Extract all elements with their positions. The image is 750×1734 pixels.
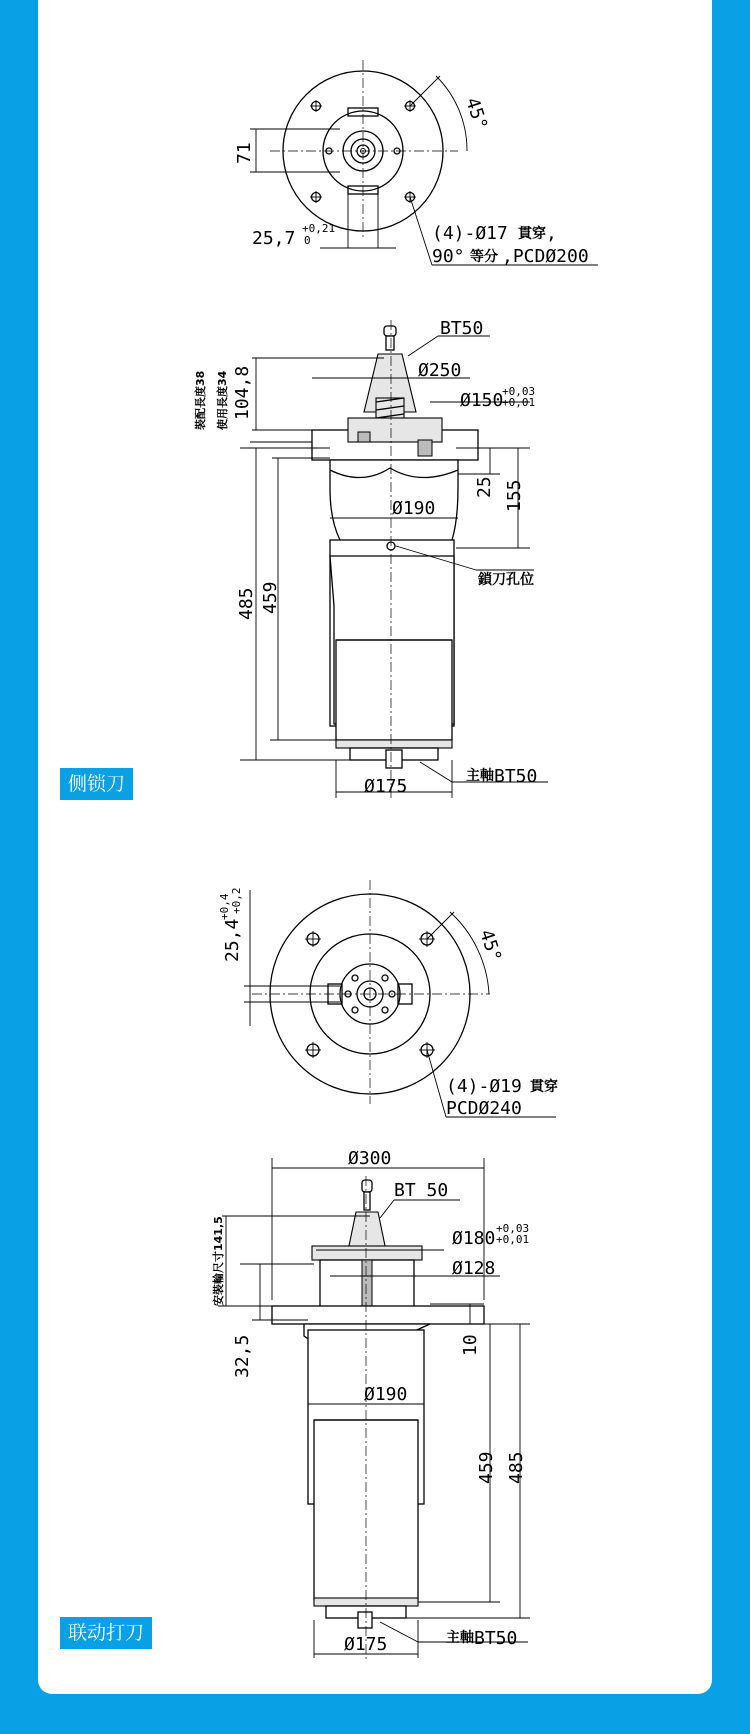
top2-holes-spec: (4)-Ø19 <box>446 1076 522 1097</box>
side2-dim-459: 459 <box>476 1451 497 1484</box>
top1-holes-spec: (4)-Ø17 <box>432 223 508 244</box>
side1-spindle-cn: 主軸 <box>466 768 494 784</box>
top1-dim-257: 25,7 <box>252 228 296 249</box>
label-linked-drawbar: 联动打刀 <box>60 1617 152 1649</box>
side1-spindle: BT50 <box>494 766 538 787</box>
top2-dim-254: 25,4 <box>222 918 243 962</box>
side1-d175: Ø175 <box>364 776 408 797</box>
side1-d190: Ø190 <box>392 498 436 519</box>
top1-holes-angle: 90° <box>432 246 465 267</box>
top1-dim-257-lower: 0 <box>304 234 311 247</box>
side1-use-length: 使用長度34 <box>216 370 229 430</box>
side1-d250: Ø250 <box>418 360 462 381</box>
side1-assembly-length: 裝配長度38 <box>194 370 207 430</box>
side2-spindle: BT50 <box>474 1628 518 1649</box>
top2-dim-254-upper: +0,4 <box>218 893 231 920</box>
side1-d150-lower: +0,01 <box>502 396 536 409</box>
side2-dim-10: 10 <box>460 1334 481 1356</box>
side2-d300: Ø300 <box>348 1148 392 1169</box>
side2-d128: Ø128 <box>452 1258 496 1279</box>
top1-dim-71: 71 <box>234 142 255 164</box>
side2-d190: Ø190 <box>364 1384 408 1405</box>
side2-spindle-cn: 主軸 <box>446 1630 474 1646</box>
top1-holes-equal: 等分 <box>470 249 498 265</box>
side1-dim-459: 459 <box>260 581 281 614</box>
top2-holes-through: 貫穿 <box>530 1079 558 1095</box>
top2-holes-pcd: PCDØ240 <box>446 1098 522 1119</box>
side2-d180: Ø180 <box>452 1228 496 1249</box>
side1-dim-155: 155 <box>504 479 525 512</box>
top1-angle: 45° <box>461 95 492 133</box>
top1-holes-pcd: ,PCDØ200 <box>502 246 589 267</box>
top1-holes-comma: , <box>546 223 557 244</box>
top1-holes-through: 貫穿 <box>518 226 546 242</box>
side1-d150: Ø150 <box>460 390 504 411</box>
side2-d180-lower: +0,01 <box>496 1233 530 1246</box>
top1-dim-257-upper: +0,21 <box>302 222 336 235</box>
side2-bt: BT 50 <box>394 1180 449 1201</box>
side1-dim-485: 485 <box>236 587 257 620</box>
label-side-lock: 侧锁刀 <box>60 768 133 800</box>
top2-dim-254-lower: +0,2 <box>230 887 243 914</box>
side1-bt: BT50 <box>440 318 484 339</box>
side1-lock-hole: 鎖刀孔位 <box>478 572 534 588</box>
side2-dim-485: 485 <box>506 1451 527 1484</box>
side2-dim-325: 32,5 <box>232 1334 253 1378</box>
side1-dim-25: 25 <box>474 476 495 498</box>
side1-dim-1048: 104,8 <box>232 365 253 420</box>
top2-angle: 45° <box>475 927 506 965</box>
side1-d150-upper: +0,03 <box>502 385 536 398</box>
side2-install-size: 安裝輪尺寸141,5 <box>212 1216 225 1306</box>
side2-d175: Ø175 <box>344 1634 388 1655</box>
side2-d180-upper: +0,03 <box>496 1222 530 1235</box>
